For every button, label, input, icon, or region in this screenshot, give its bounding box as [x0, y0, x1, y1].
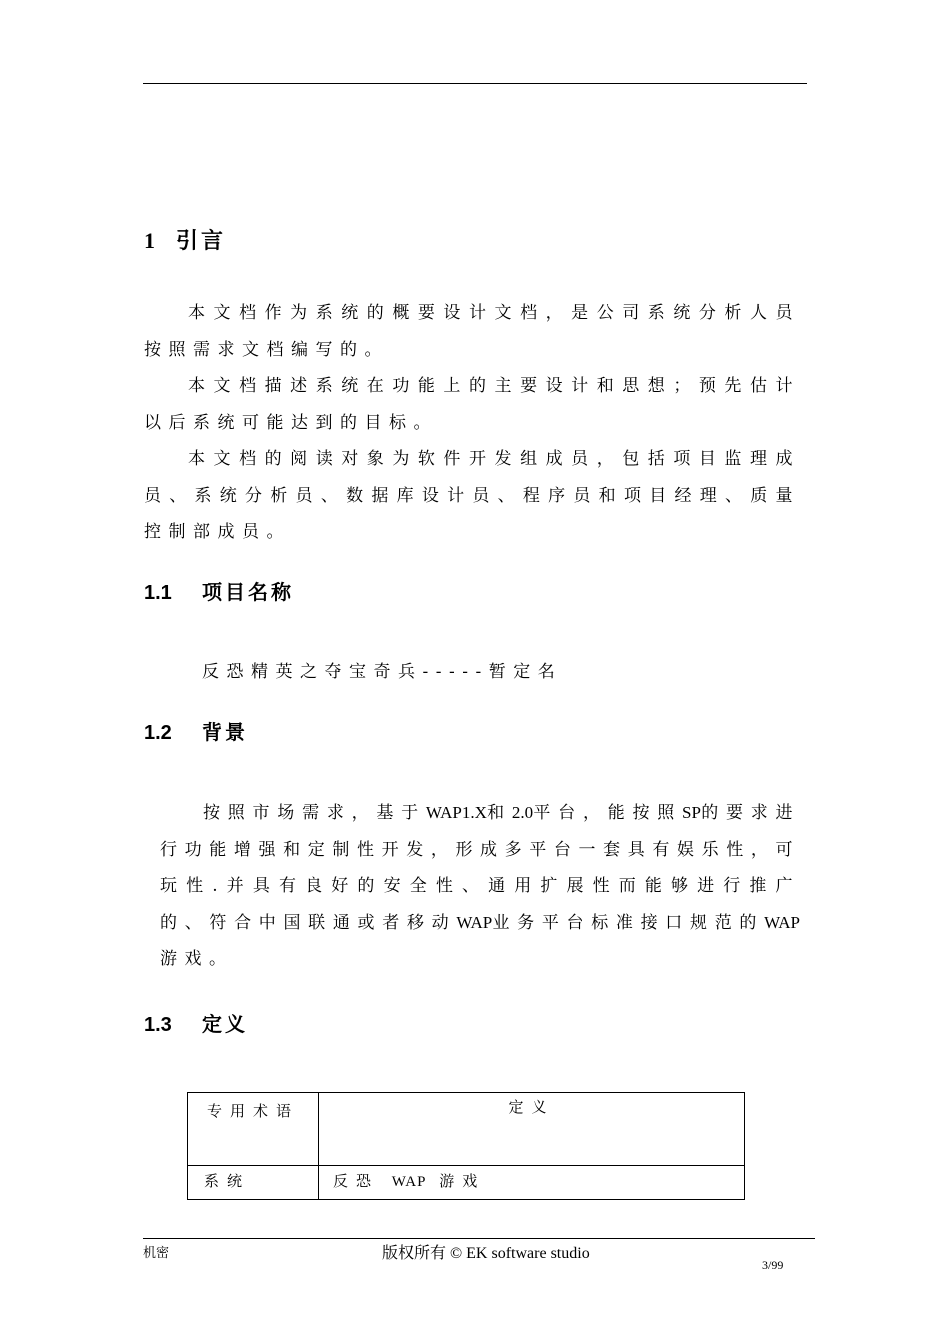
project-name: 反恐精英之夺宝奇兵-----暂定名 — [202, 662, 563, 682]
text-run: WAP1.X — [425, 803, 487, 822]
footer-copyright: 版权所有 © EK software studio — [382, 1245, 590, 1262]
section-title: 引言 — [176, 228, 227, 254]
section-1-2-heading — [144, 716, 248, 745]
text-run: 平台，能按照 — [533, 803, 683, 823]
intro-paragraph-3: 本文档的阅读对象为软件开发组成员，包括项目监理成员、系统分析员、数据库设计员、程序员和项目经理、质量控制部成员。 — [144, 449, 800, 542]
text-run: 业务平台标准接口规范的 — [492, 912, 765, 933]
footer-rule — [143, 1238, 815, 1239]
intro-paragraphs — [144, 295, 800, 551]
section-1-1-heading — [144, 576, 294, 605]
page-number: 3/99 — [762, 1258, 784, 1272]
section-title: 背景 — [202, 720, 248, 744]
text-run: 按照市场需求，基于 — [203, 803, 426, 823]
text-run: 游戏 — [439, 1172, 486, 1190]
header-rule — [143, 83, 807, 84]
background-paragraph — [160, 795, 800, 978]
section-number: 1.3 — [144, 1014, 172, 1036]
section-1-heading — [144, 224, 226, 255]
text-run: 反恐 — [333, 1172, 380, 1190]
text-run: 2.0 — [511, 803, 534, 822]
section-number: 1 — [144, 228, 158, 253]
section-number: 1.1 — [144, 582, 172, 604]
definitions-table — [187, 1092, 745, 1200]
section-title: 定义 — [202, 1012, 248, 1036]
term-cell: 系统 — [188, 1166, 319, 1200]
text-run: 的要求进行功能增强和定制性开发，形成多平台一套具有娱乐性，可玩性.并具有良好的安全性、通用扩展性而能够进行推广的、符合中国联通或者移动 — [160, 803, 801, 933]
text-run: WAP — [391, 1174, 427, 1190]
text-run: WAP — [764, 912, 800, 932]
section-title: 项目名称 — [202, 580, 294, 604]
table-row — [188, 1166, 745, 1200]
text-run: SP — [682, 803, 701, 822]
header-definition: 定义 — [319, 1093, 745, 1166]
section-1-3-heading — [144, 1008, 248, 1037]
footer-confidential: 机密 — [143, 1246, 170, 1261]
text-run: 和 — [486, 803, 512, 823]
intro-paragraph-2: 本文档描述系统在功能上的主要设计和思想；预先估计以后系统可能达到的目标。 — [144, 376, 800, 433]
text-run: 游戏。 — [160, 949, 234, 969]
intro-paragraph-1: 本文档作为系统的概要设计文档，是公司系统分析人员按照需求文档编写的。 — [144, 303, 800, 360]
header-term: 专用术语 — [188, 1093, 319, 1166]
section-number: 1.2 — [144, 722, 172, 744]
table-header-row — [188, 1093, 745, 1166]
definition-cell — [319, 1166, 745, 1200]
text-run: WAP — [456, 912, 493, 932]
